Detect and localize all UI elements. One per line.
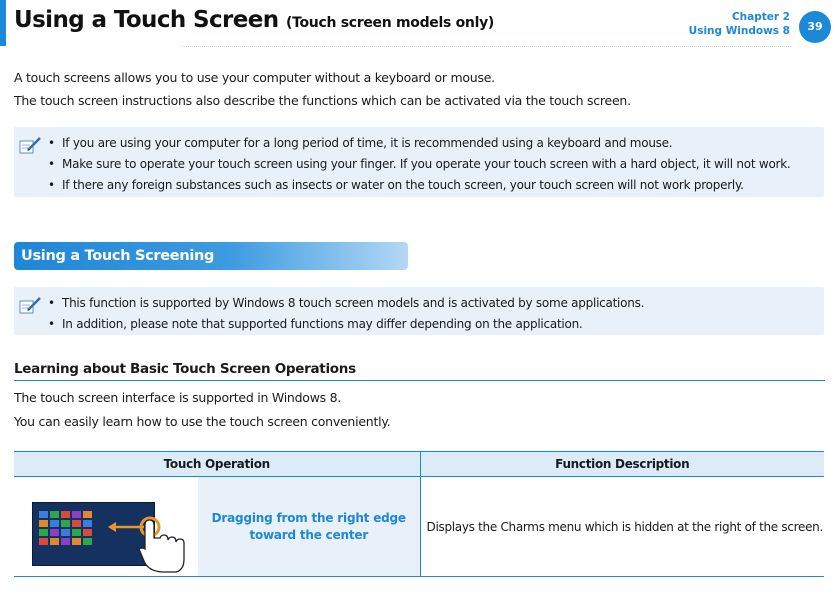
note2-item: • In addition, please note that supported functions may differ depending on the application.	[48, 317, 583, 331]
subsection-line-2: You can easily learn how to use the touch screen conveniently.	[14, 414, 391, 429]
page-number-badge: 39	[799, 11, 831, 43]
page-title: Using a Touch Screen (Touch screen models only)	[14, 7, 495, 33]
column-header-description: Function Description	[420, 452, 824, 477]
section-heading: Using a Touch Screening	[14, 242, 408, 270]
note2-item: • This function is supported by Windows 8 touch screen models and is activated by some applications.	[48, 296, 645, 310]
note1-item: • If there any foreign substances such as insects or water on the touch screen, your touch screen will not work properly.	[48, 178, 744, 192]
touch-drag-illustration	[14, 477, 198, 573]
note1-item: • If you are using your computer for a long period of time, it is recommended using a keyboard and mouse.	[48, 136, 673, 150]
subsection-line-1: The touch screen interface is supported in Windows 8.	[14, 390, 342, 405]
function-description: Displays the Charms menu which is hidden at the right of the screen.	[420, 477, 824, 577]
subsection-divider	[14, 380, 825, 381]
intro-line-1: A touch screens allows you to use your computer without a keyboard or mouse.	[14, 70, 495, 85]
intro-line-2: The touch screen instructions also describe the functions which can be activated via the touch screen.	[14, 93, 631, 108]
note-box-1	[14, 127, 824, 197]
table-header-row	[14, 452, 824, 477]
chapter-name: Using Windows 8	[688, 25, 790, 37]
note1-item: • Make sure to operate your touch screen using your finger. If you operate your touch screen with a hard object, it will not work.	[48, 157, 791, 171]
touch-operations-table	[14, 451, 824, 577]
touch-operation-name: Dragging from the right edge toward the center	[198, 477, 420, 577]
page-subtitle: (Touch screen models only)	[285, 15, 495, 31]
chapter-number: Chapter 2	[731, 11, 790, 23]
chapter-label	[689, 10, 790, 38]
column-header-operation: Touch Operation	[14, 452, 420, 477]
header-divider	[182, 46, 791, 47]
subsection-heading: Learning about Basic Touch Screen Operations	[14, 361, 356, 377]
table-row	[14, 477, 824, 577]
header-accent-bar	[0, 0, 6, 46]
operation-illustration-cell	[14, 477, 198, 577]
note-box-2	[14, 287, 824, 335]
